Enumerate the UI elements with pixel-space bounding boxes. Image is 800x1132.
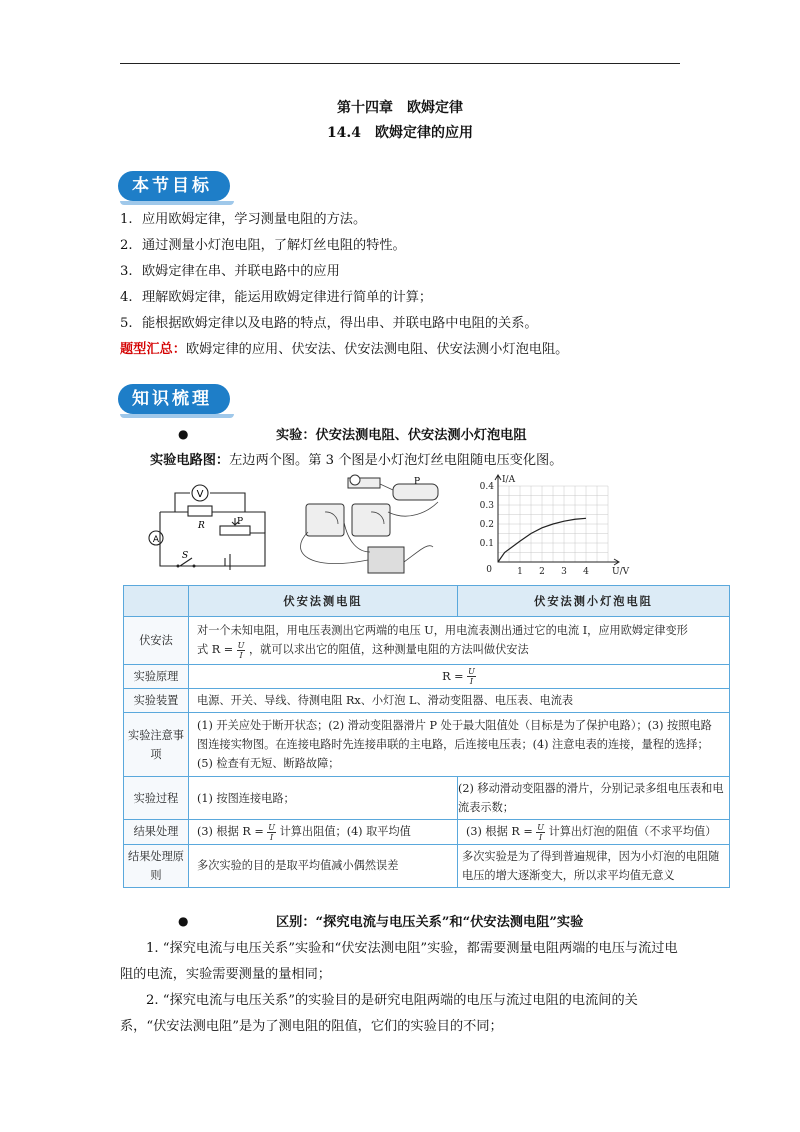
row-label: 实验注意事项 — [124, 713, 189, 777]
goal-number: 4. — [120, 290, 133, 305]
method-formula-prefix: 式 R = — [197, 643, 234, 656]
summary-line — [120, 338, 568, 357]
goal-text: 应用欧姆定律，学习测量电阻的方法。 — [142, 212, 367, 227]
goal-item — [120, 312, 538, 331]
device-text: 电源、开关、导线、待测电阻 Rx、小灯泡 L、滑动变阻器、电压表、电流表 — [189, 689, 730, 713]
x-tick-label: 4 — [583, 567, 589, 577]
y-axis-label: I/A — [502, 475, 516, 485]
circuit-diagram — [140, 478, 275, 578]
y-tick-label: 0.2 — [479, 520, 494, 530]
x-tick-label: 3 — [561, 567, 567, 577]
x-axis-label: U/V — [612, 567, 630, 577]
row-label: 结果处理原则 — [124, 844, 189, 887]
x-tick-label: 2 — [539, 567, 545, 577]
row-label: 伏安法 — [124, 617, 189, 665]
goal-item — [120, 208, 366, 227]
fraction-denominator: I — [469, 677, 474, 686]
circuit-line — [150, 449, 562, 468]
table-row — [124, 617, 730, 665]
difference-heading: 区别：“探究电流与电压关系”和“伏安法测电阻”实验 — [276, 915, 584, 930]
goal-text: 欧姆定律在串、并联电路中的应用 — [142, 264, 340, 279]
row-label: 实验过程 — [124, 777, 189, 820]
result-suffix-2: 计算出灯泡的阻值（不求平均值） — [548, 825, 717, 838]
iu-chart — [474, 470, 634, 580]
table-col1-header: 伏安法测电阻 — [189, 586, 458, 617]
knowledge-badge: 知识梳理 — [118, 384, 230, 414]
fraction-numerator: U — [468, 667, 475, 676]
slider-label: P — [237, 517, 244, 527]
chapter-title: 第十四章 欧姆定律 — [337, 100, 463, 116]
goal-item — [120, 286, 432, 305]
fraction-denominator: I — [270, 832, 274, 842]
table-col2-header: 伏安法测小灯泡电阻 — [458, 586, 730, 617]
table-row — [124, 664, 730, 689]
principle-fraction — [467, 667, 476, 686]
goal-number: 5. — [120, 316, 133, 331]
summary-label: 题型汇总： — [120, 342, 186, 357]
comparison-table — [123, 585, 730, 888]
table-row — [124, 844, 730, 887]
circuit-label: 实验电路图： — [150, 453, 230, 468]
apparatus-p-label: P — [414, 477, 421, 487]
difference-paragraph-2: 2. “探究电流与电压关系”的实验目的是研究电阻两端的电压与流过电阻的电流间的关系，“伏安法测电阻”是为了测电阻的阻值，它们的实验目的不同； — [120, 993, 638, 1034]
rule-text-2: 多次实验是为了得到普遍规律，因为小灯泡的电阻随电压的增大逐渐变大，所以求平均值无意义 — [458, 844, 730, 887]
apparatus-illustration — [288, 472, 458, 580]
bullet-icon: ● — [178, 914, 189, 928]
switch-label: S — [182, 551, 189, 561]
ammeter-label: A — [152, 535, 160, 545]
fraction-denominator: I — [539, 832, 543, 842]
resistor-label: R — [198, 521, 205, 531]
goal-number: 1. — [120, 212, 133, 227]
goal-item — [120, 260, 340, 279]
result-fraction-2 — [536, 823, 545, 842]
goal-number: 3. — [120, 264, 133, 279]
table-row — [124, 777, 730, 820]
y-tick-label: 0.4 — [479, 482, 494, 492]
rule-text-1: 多次实验的目的是取平均值减小偶然误差 — [189, 844, 458, 887]
origin-label: 0 — [486, 565, 492, 575]
difference-paragraph-1: 1. “探究电流与电压关系”实验和“伏安法测电阻”实验，都需要测量电阻两端的电压与流过电阻的电流，实验需要测量的量相同； — [120, 941, 678, 982]
experiment-heading: 实验：伏安法测电阻、伏安法测小灯泡电阻 — [276, 428, 527, 443]
goal-text: 通过测量小灯泡电阻，了解灯丝电阻的特性。 — [142, 238, 406, 253]
summary-text: 欧姆定律的应用、伏安法、伏安法测电阻、伏安法测小灯泡电阻。 — [185, 342, 569, 357]
section-title: 14.4 欧姆定律的应用 — [326, 125, 474, 141]
principle-formula: R = — [442, 669, 464, 683]
method-formula-suffix: ，就可以求出它的阻值，这种测量电阻的方法叫做伏安法 — [248, 643, 529, 656]
fraction-numerator: U — [268, 822, 276, 832]
process-text-2: (2) 移动滑动变阻器的滑片，分别记录多组电压表和电流表示数； — [458, 777, 730, 820]
goal-number: 2. — [120, 238, 133, 253]
formula-fraction — [237, 641, 246, 660]
bullet-icon: ● — [178, 427, 189, 441]
table-header-row — [124, 586, 730, 617]
result-fraction-1 — [267, 823, 276, 842]
x-tick-label: 1 — [517, 567, 523, 577]
table-row — [124, 689, 730, 713]
y-tick-label: 0.1 — [479, 539, 494, 549]
row-label: 结果处理 — [124, 820, 189, 845]
chart-axes — [498, 476, 618, 562]
circuit-text: 左边两个图。第 3 个图是小灯泡灯丝电阻随电压变化图。 — [229, 453, 563, 468]
result-prefix-1: (3) 根据 R = — [197, 825, 264, 838]
fraction-denominator: I — [239, 650, 243, 660]
table-row — [124, 820, 730, 845]
table-row — [124, 713, 730, 777]
header-rule — [120, 63, 680, 64]
goal-text: 理解欧姆定律，能运用欧姆定律进行简单的计算； — [142, 290, 433, 305]
goal-text: 能根据欧姆定律以及电路的特点，得出串、并联电路中电阻的关系。 — [142, 316, 538, 331]
axis-arrows — [495, 475, 619, 565]
row-label: 实验原理 — [124, 664, 189, 689]
fraction-numerator: U — [237, 640, 245, 650]
y-tick-label: 0.3 — [479, 501, 494, 511]
goal-item — [120, 234, 406, 253]
process-text-1: (1) 按图连接电路； — [189, 777, 458, 820]
result-prefix-2: (3) 根据 R = — [466, 825, 533, 838]
goals-badge: 本节目标 — [118, 171, 230, 201]
row-label: 实验装置 — [124, 689, 189, 713]
result-suffix-1: 计算出阻值；(4) 取平均值 — [279, 825, 411, 838]
fraction-numerator: U — [537, 822, 545, 832]
voltmeter-label: V — [196, 489, 204, 500]
note-text: (1) 开关应处于断开状态；(2) 滑动变阻器滑片 P 处于最大阻值处（目标是为了保护电路）；(3) 按照电路图连接实物图。在连接电路时先连接串联的主电路，后连接电压表；(4) 注意电表的连接，量程的选择；(5) 检查有无短、断路故障； — [189, 713, 730, 777]
method-text: 对一个未知电阻，用电压表测出它两端的电压 U，用电流表测出通过它的电流 I，应用欧姆定律变形 — [197, 624, 688, 637]
